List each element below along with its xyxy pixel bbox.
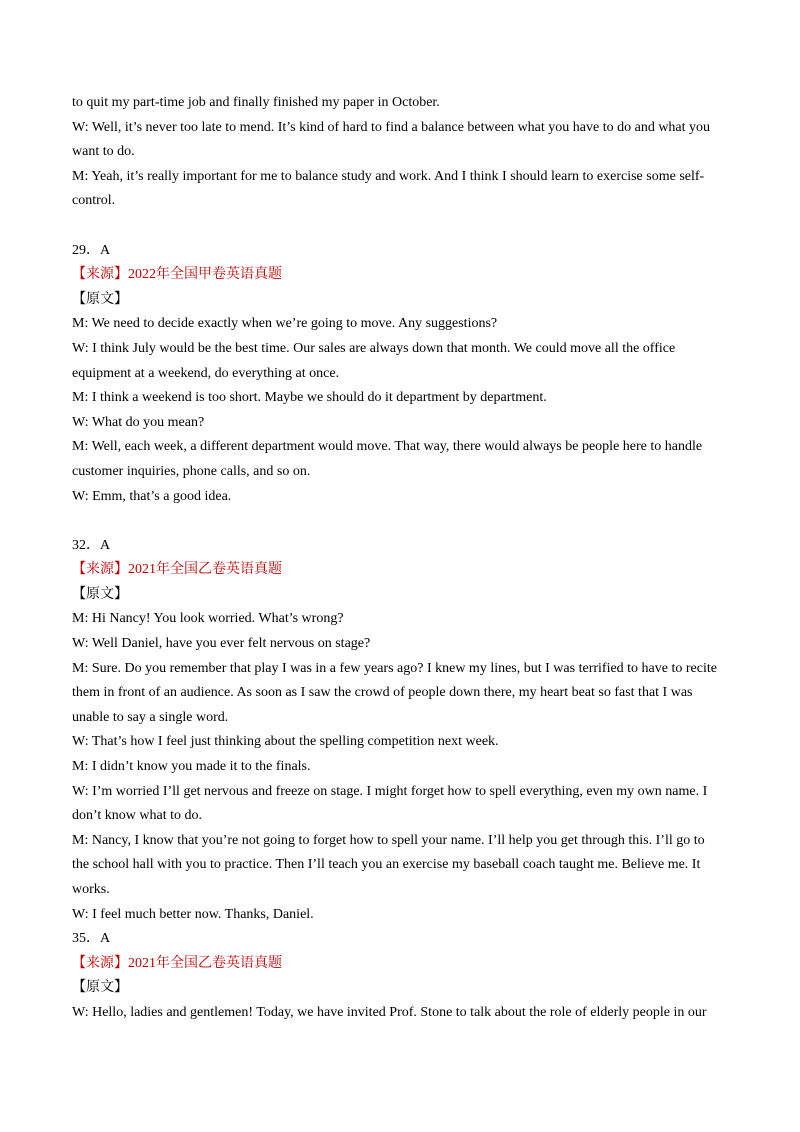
dialogue-line: equipment at a weekend, do everything at once. <box>72 365 340 381</box>
spacer <box>72 509 732 534</box>
source-label: 【来源】2021年全国乙卷英语真题 <box>72 955 282 971</box>
dialogue-line: W: Emm, that’s a good idea. <box>72 488 232 504</box>
dialogue-line: M: Yeah, it’s really important for me to balance study and work. And I think I should learn to exercise some self- <box>72 168 705 184</box>
source-label: 【来源】2022年全国甲卷英语真题 <box>72 267 282 283</box>
dialogue-line: W: Well Daniel, have you ever felt nervous on stage? <box>72 636 371 652</box>
document-page <box>72 91 732 1026</box>
dialogue-line: M: I think a weekend is too short. Maybe we should do it department by department. <box>72 390 547 406</box>
dialogue-line: M: Sure. Do you remember that play I was in a few years ago? I knew my lines, but I was terrified to have to recite <box>72 660 717 676</box>
dialogue-line: M: I didn’t know you made it to the finals. <box>72 759 311 775</box>
dialogue-line: W: I think July would be the best time. Our sales are always down that month. We could move all the office <box>72 340 676 356</box>
dialogue-line: to quit my part-time job and finally finished my paper in October. <box>72 95 440 110</box>
transcript-label: 【原文】 <box>72 291 128 307</box>
dialogue-line: W: I’m worried I’ll get nervous and freeze on stage. I might forget how to spell everything, even my own name. I <box>72 783 708 799</box>
dialogue-line: control. <box>72 193 116 209</box>
question-number: 29．A <box>72 242 111 258</box>
dialogue-line: M: Nancy, I know that you’re not going to forget how to spell your name. I’ll help you get through this. I’ll go to <box>72 832 705 848</box>
question-number: 35．A <box>72 931 111 947</box>
dialogue-line: the school hall with you to practice. Then I’ll teach you an exercise my baseball coach taught me. Believe me. It <box>72 857 701 873</box>
spacer <box>72 214 732 239</box>
question-29 <box>72 239 732 510</box>
source-label: 【来源】2021年全国乙卷英语真题 <box>72 562 282 578</box>
dialogue-line: customer inquiries, phone calls, and so on. <box>72 463 311 479</box>
question-35 <box>72 927 732 1025</box>
dialogue-line: W: I feel much better now. Thanks, Daniel. <box>72 906 314 922</box>
dialogue-line: W: Hello, ladies and gentlemen! Today, we have invited Prof. Stone to talk about the role of elderly people in our <box>72 1004 707 1020</box>
dialogue-line: M: Well, each week, a different department would move. That way, there would always be people here to handle <box>72 439 703 455</box>
dialogue-line: works. <box>72 882 110 897</box>
dialogue-line: unable to say a single word. <box>72 709 229 725</box>
question-32 <box>72 534 732 928</box>
dialogue-line: W: What do you mean? <box>72 414 205 430</box>
dialogue-line: M: Hi Nancy! You look worried. What’s wrong? <box>72 611 344 627</box>
dialogue-line: want to do. <box>72 144 135 160</box>
question-number: 32．A <box>72 537 111 553</box>
intro-section <box>72 91 732 214</box>
dialogue-line: W: That’s how I feel just thinking about the spelling competition next week. <box>72 734 499 750</box>
dialogue-line: don’t know what to do. <box>72 808 203 824</box>
dialogue-line: them in front of an audience. As soon as I saw the crowd of people down there, my heart beat so fast that I was <box>72 685 693 701</box>
dialogue-line: M: We need to decide exactly when we’re going to move. Any suggestions? <box>72 316 498 332</box>
transcript-label: 【原文】 <box>72 586 128 602</box>
transcript-label: 【原文】 <box>72 980 128 996</box>
dialogue-line: W: Well, it’s never too late to mend. It’s kind of hard to find a balance between what you have to do and what you <box>72 119 711 135</box>
